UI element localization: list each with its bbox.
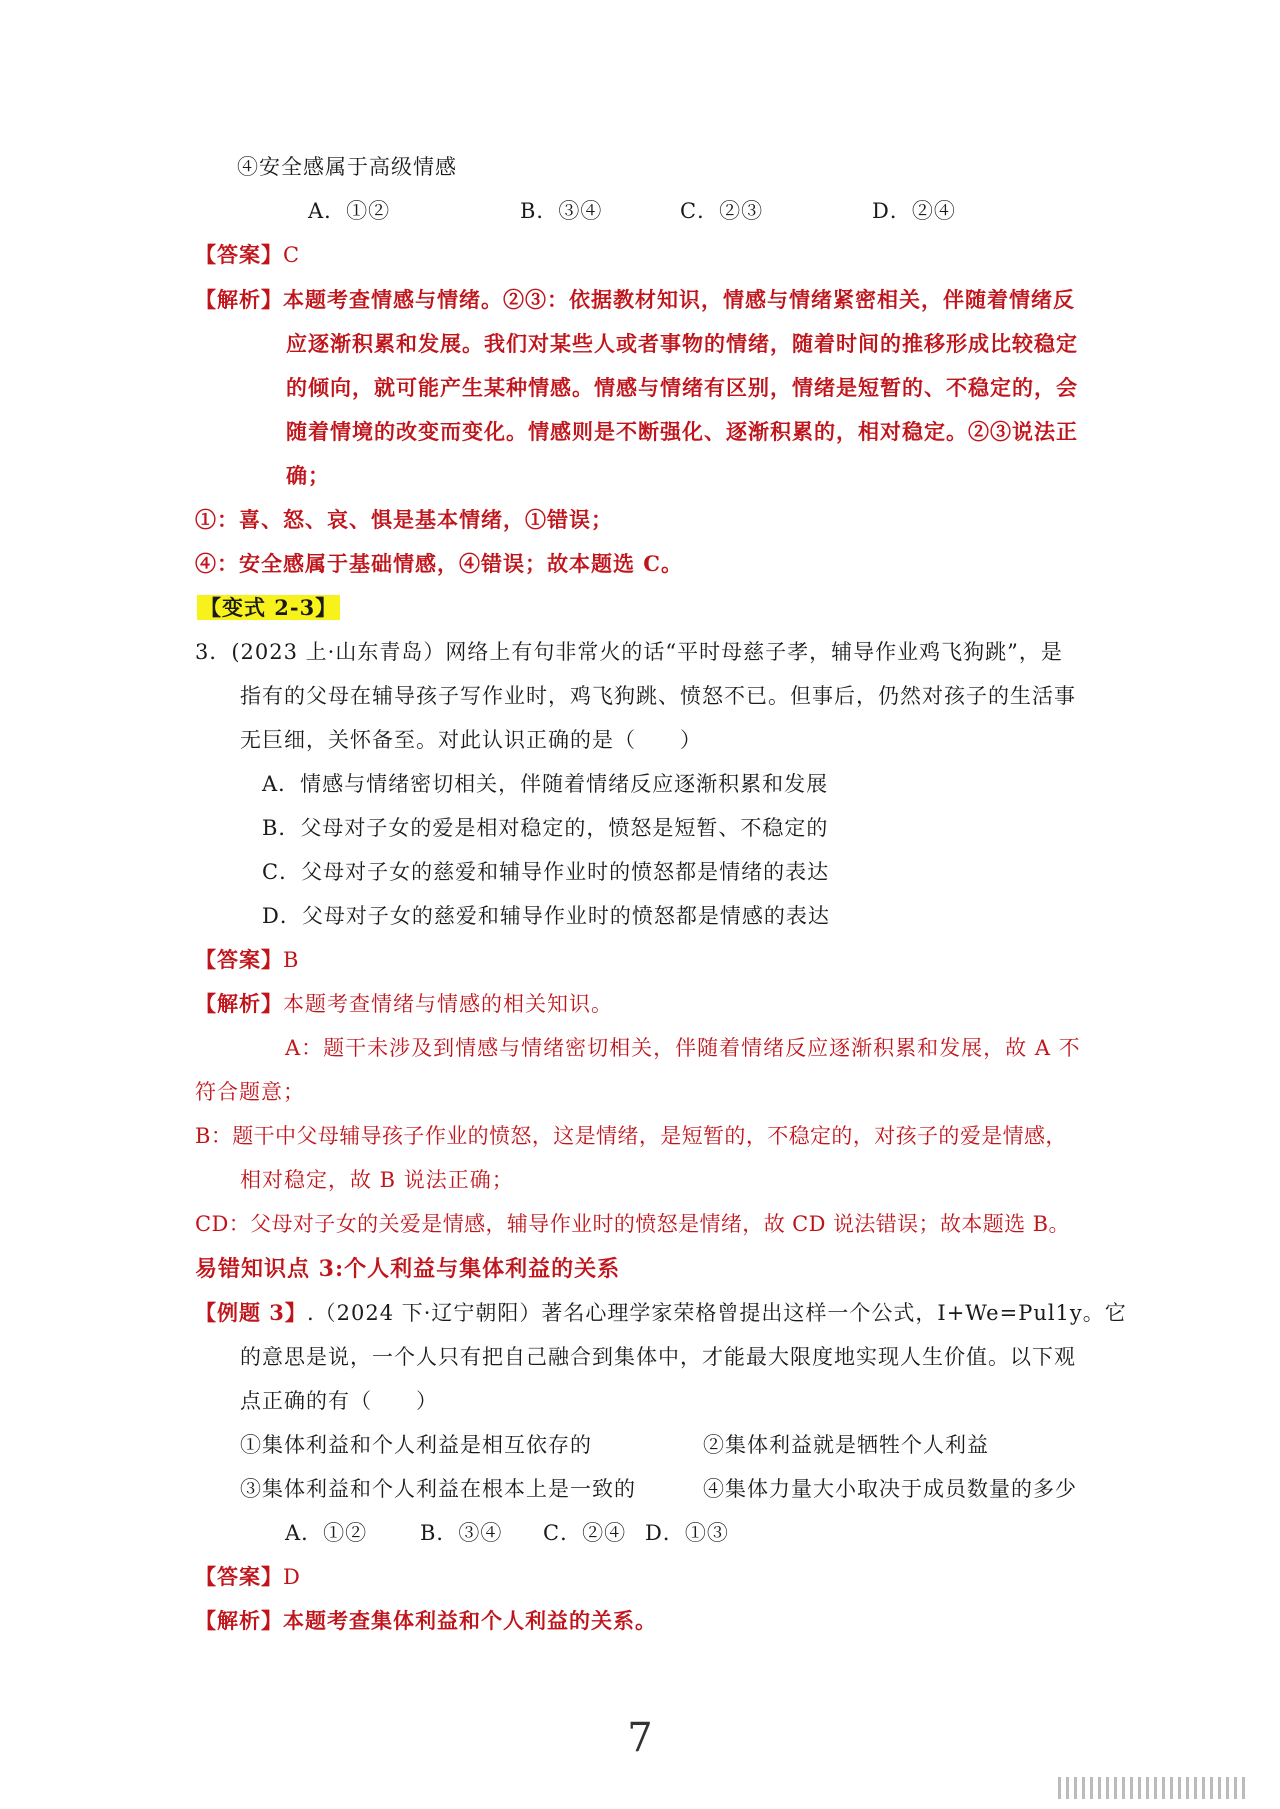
q2-analysis-line-1: 【解析】本题考查情感与情绪。②③：依据教材知识，情感与情绪紧密相关，伴随着情绪反	[195, 287, 1075, 312]
ex3-stem-line-2: 的意思是说，一个人只有把自己融合到集体中，才能最大限度地实现人生价值。以下观	[240, 1345, 1076, 1369]
answer-label: 【答案】	[195, 1564, 283, 1589]
q2-analysis-line-2: 应逐渐积累和发展。我们对某些人或者事物的情绪，随着时间的推移形成比较稳定	[286, 331, 1078, 356]
q3-analysis-a-2: 符合题意；	[195, 1080, 305, 1104]
analysis-label: 【解析】	[195, 991, 283, 1016]
q3-answer	[195, 945, 299, 975]
ex3-stem-line-3: 点正确的有（ ）	[240, 1389, 438, 1413]
ex3-option-a: A．①②	[285, 1521, 368, 1545]
analysis-label: 【解析】	[195, 287, 283, 312]
answer-label: 【答案】	[195, 947, 283, 972]
ex3-item-4: ④集体力量大小取决于成员数量的多少	[703, 1477, 1077, 1501]
q2-note-1: ①：喜、怒、哀、惧是基本情绪，①错误；	[195, 507, 613, 532]
q3-option-b: B．父母对子女的爱是相对稳定的，愤怒是短暂、不稳定的	[262, 816, 829, 840]
q3-option-a: A．情感与情绪密切相关，伴随着情绪反应逐渐积累和发展	[262, 772, 829, 796]
q2-item-4: ④安全感属于高级情感	[237, 155, 457, 179]
corner-logo-icon	[1058, 1777, 1258, 1801]
ex3-option-d: D．①③	[645, 1521, 729, 1545]
ex3-analysis: 【解析】本题考查集体利益和个人利益的关系。	[195, 1608, 657, 1633]
q3-stem-line-1: 3．(2023 上·山东青岛）网络上有句非常火的话“平时母慈子孝，辅导作业鸡飞狗跳”，是	[195, 640, 1063, 664]
q3-option-d: D．父母对子女的慈爱和辅导作业时的愤怒都是情感的表达	[262, 904, 830, 928]
ex3-item-1: ①集体利益和个人利益是相互依存的	[240, 1433, 592, 1457]
q2-option-a: A．①②	[308, 199, 391, 223]
q2-option-d: D．②④	[872, 199, 956, 223]
q2-option-c: C．②③	[680, 199, 764, 223]
section-title: 易错知识点 3:个人利益与集体利益的关系	[195, 1256, 621, 1282]
analysis-label: 【解析】	[195, 1608, 283, 1633]
q2-note-4: ④：安全感属于基础情感，④错误；故本题选 C。	[195, 551, 684, 576]
q3-analysis-cd: CD：父母对子女的关爱是情感，辅导作业时的愤怒是情绪，故 CD 说法错误；故本题选 B。	[195, 1212, 1070, 1236]
q3-stem-line-2: 指有的父母在辅导孩子写作业时，鸡飞狗跳、愤怒不已。但事后，仍然对孩子的生活事	[240, 684, 1076, 708]
q2-analysis-line-5: 确；	[286, 463, 330, 488]
q2-option-b: B．③④	[520, 199, 603, 223]
answer-label: 【答案】	[195, 242, 283, 267]
ex3-item-3: ③集体利益和个人利益在根本上是一致的	[240, 1477, 636, 1501]
ex3-item-2: ②集体利益就是牺牲个人利益	[703, 1433, 989, 1457]
ex3-option-b: B．③④	[420, 1521, 503, 1545]
example-label: 【例题 3】	[195, 1300, 307, 1325]
q3-analysis-a-1: A：题干未涉及到情感与情绪密切相关，伴随着情绪反应逐渐积累和发展，故 A 不	[285, 1036, 1081, 1060]
ex3-stem-line-1: 【例题 3】.（2024 下·辽宁朝阳）著名心理学家荣格曾提出这样一个公式，I+We=Pul1y。它	[195, 1300, 1127, 1325]
ex3-option-c: C．②④	[543, 1521, 627, 1545]
answer-value: C	[283, 243, 301, 267]
answer-value: B	[283, 948, 300, 972]
q3-analysis: 【解析】本题考查情绪与情感的相关知识。	[195, 991, 613, 1016]
q2-analysis-line-4: 随着情境的改变而变化。情感则是不断强化、逐渐积累的，相对稳定。②③说法正	[286, 419, 1078, 444]
q3-option-c: C．父母对子女的慈爱和辅导作业时的愤怒都是情绪的表达	[262, 860, 830, 884]
q3-analysis-b-1: B：题干中父母辅导孩子作业的愤怒，这是情绪，是短暂的，不稳定的，对孩子的爱是情感，	[195, 1124, 1067, 1148]
q3-analysis-b-2: 相对稳定，故 B 说法正确；	[240, 1168, 514, 1192]
q2-analysis-line-3: 的倾向，就可能产生某种情感。情感与情绪有区别，情绪是短暂的、不稳定的，会	[286, 375, 1078, 400]
variant-label: 【变式 2-3】	[197, 593, 340, 623]
ex3-answer	[195, 1562, 301, 1592]
q3-stem-line-3: 无巨细，关怀备至。对此认识正确的是（ ）	[240, 728, 702, 752]
q2-answer	[195, 240, 300, 270]
page-number: 7	[627, 1715, 653, 1761]
answer-value: D	[283, 1565, 301, 1589]
